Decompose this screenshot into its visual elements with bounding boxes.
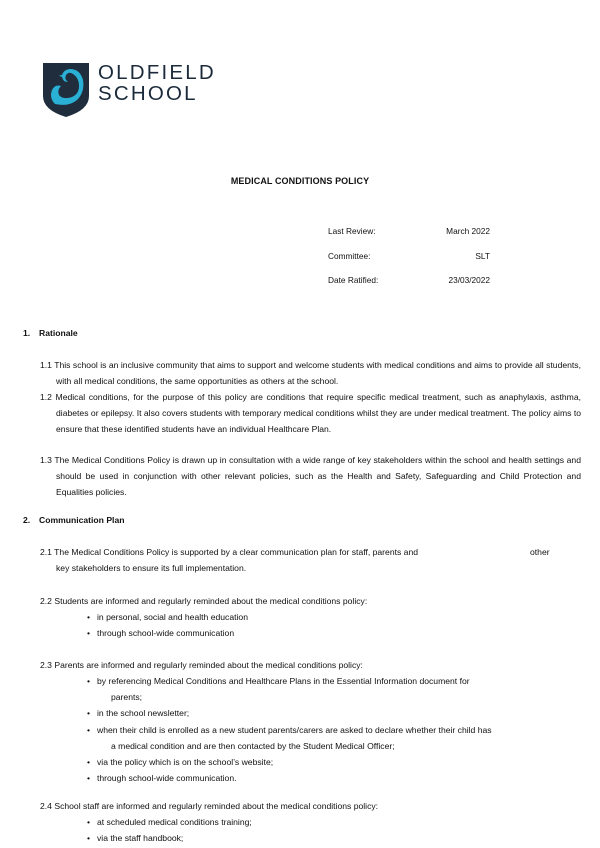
- list-item: • when their child is enrolled as a new student parents/carers are asked to declare whether their child has a medical condition and are then contacted by the Student Medical Officer;: [87, 722, 565, 754]
- meta-row-date-ratified: [328, 275, 490, 300]
- meta-label: Last Review:: [328, 226, 376, 236]
- meta-value: March 2022: [446, 226, 490, 236]
- document-meta: [328, 226, 490, 300]
- school-name-line2: SCHOOL: [98, 82, 198, 105]
- list-item: • through school-wide communication: [87, 625, 565, 641]
- paragraph-2-1-line2: key stakeholders to ensure its full implementation.: [56, 563, 247, 574]
- list-item: • via the staff handbook;: [87, 830, 565, 846]
- meta-row-committee: [328, 251, 490, 276]
- bullet-list-2-3: [87, 673, 565, 786]
- swan-shield-icon: [42, 62, 90, 118]
- list-item: • through school-wide communication.: [87, 770, 565, 786]
- meta-row-last-review: [328, 226, 490, 251]
- meta-value: SLT: [475, 250, 490, 261]
- paragraph-2-1-line1: 2.1 The Medical Conditions Policy is supported by a clear communication plan for staff, parents and: [40, 547, 419, 557]
- school-name-line1: OLDFIELD: [98, 61, 216, 84]
- section-number: 1.: [23, 328, 31, 338]
- paragraph-2-3: 2.3 Parents are informed and regularly reminded about the medical conditions policy:: [40, 660, 363, 670]
- paragraph-1-2: 1.2 Medical conditions, for the purpose of this policy are conditions that require specific medical treatment, such as anaphylaxis, asthma, diabetes or epilepsy. It also covers students with temporary medical conditions whilst they are under medical treatment. The policy aims to ensure that these identified students have an individual Healthcare Plan.: [40, 392, 581, 435]
- list-item: • at scheduled medical conditions training;: [87, 814, 565, 830]
- bullet-list-2-4: [87, 814, 565, 846]
- paragraph-1-3: 1.3 The Medical Conditions Policy is drawn up in consultation with a wide range of key stakeholders within the school and health settings and should be used in conjunction with other relevant policies, such as the Health and Safety, Safeguarding and Child Protection and Equalities policies.: [40, 455, 581, 498]
- paragraph-2-1: [40, 544, 565, 576]
- list-item: • in the school newsletter;: [87, 705, 565, 721]
- paragraph-2-4: 2.4 School staff are informed and regularly reminded about the medical conditions policy:: [40, 801, 379, 811]
- list-item: • in personal, social and health education: [87, 609, 565, 625]
- section-heading-rationale: [23, 328, 78, 338]
- paragraph-1-1: 1.1 This school is an inclusive community that aims to support and welcome students with medical conditions and aims to provide all students, with all medical conditions, the same opportunities as others at the school.: [40, 360, 581, 387]
- school-logo: [42, 62, 222, 118]
- section-title: Communication Plan: [39, 515, 125, 525]
- section-heading-communication-plan: [23, 515, 124, 525]
- section-number: 2.: [23, 515, 31, 525]
- paragraph-2-1-other: other: [530, 547, 550, 557]
- section-title: Rationale: [39, 328, 78, 338]
- school-name: [98, 62, 216, 104]
- paragraph-2-2: 2.2 Students are informed and regularly reminded about the medical conditions policy:: [40, 596, 368, 606]
- meta-label: Committee:: [328, 250, 371, 261]
- list-item: • by referencing Medical Conditions and Healthcare Plans in the Essential Information document for parents;: [87, 673, 565, 705]
- meta-value: 23/03/2022: [448, 275, 490, 285]
- meta-label: Date Ratified:: [328, 275, 379, 285]
- bullet-list-2-2: [87, 609, 565, 641]
- list-item: • via the policy which is on the school’s website;: [87, 754, 565, 770]
- document-title: MEDICAL CONDITIONS POLICY: [230, 176, 370, 186]
